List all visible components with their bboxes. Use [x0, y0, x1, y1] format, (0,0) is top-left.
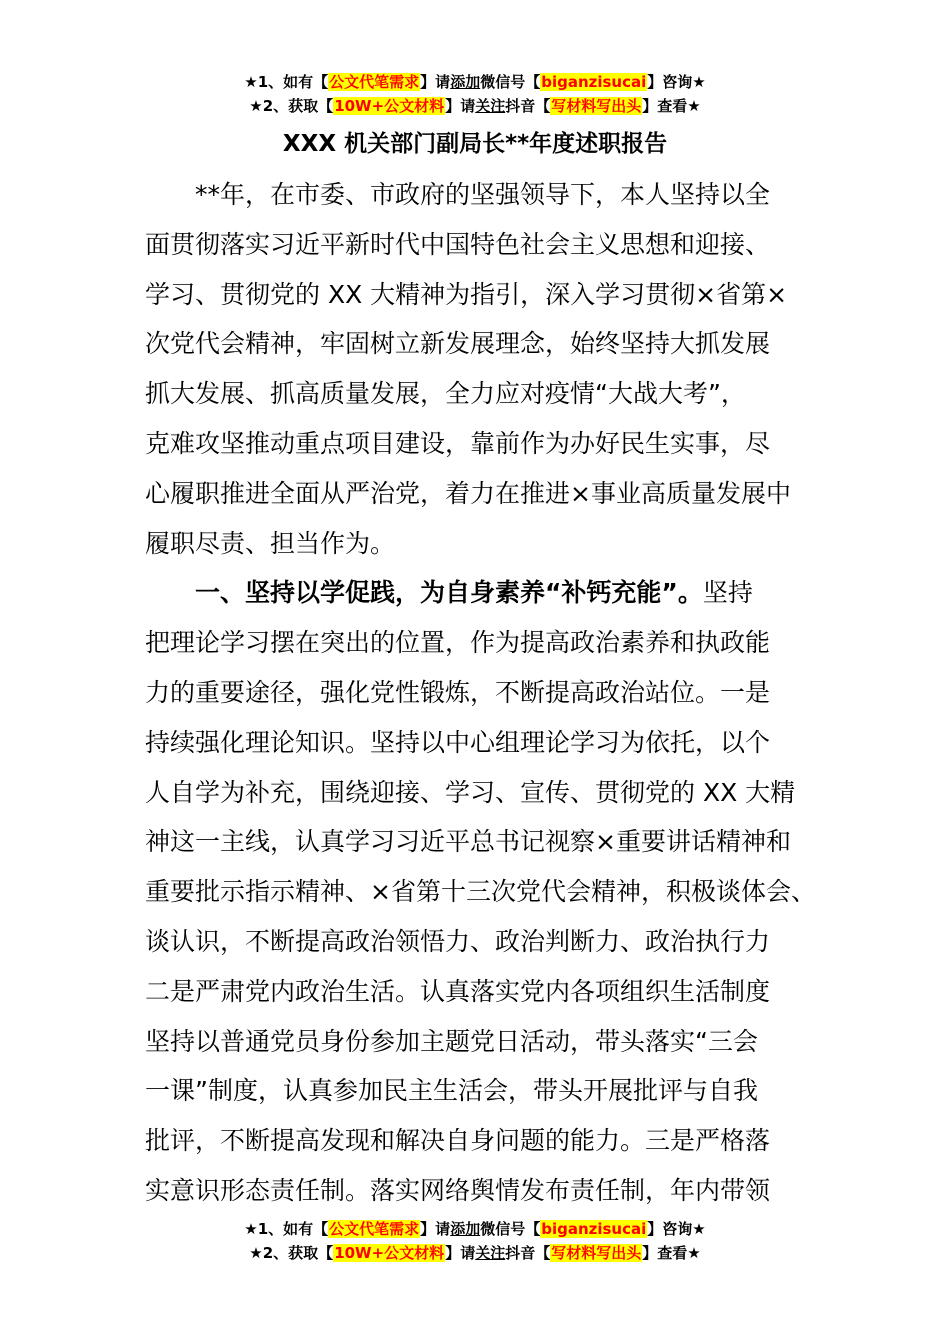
- paragraph-line: 克难攻坚推动重点项目建设，靠前作为办好民生实事，尽: [145, 428, 771, 458]
- paragraph-line: 一课”制度，认真参加民主生活会，带头开展批评与自我: [145, 1076, 758, 1106]
- promo-highlight: 写材料写出头: [551, 1244, 642, 1262]
- paragraph-line: 人自学为补充，围绕迎接、学习、宣传、贯彻党的 XX 大精: [145, 777, 796, 807]
- paragraph-line: 实意识形态责任制。落实网络舆情发布责任制，年内带领: [145, 1175, 771, 1205]
- paragraph-line: **年，在市委、市政府的坚强领导下，本人坚持以全: [195, 180, 771, 209]
- promo-highlight: 10W+公文材料: [334, 97, 445, 115]
- promo-banner-top: [0, 70, 950, 118]
- paragraph-line: 心履职推进全面从严治党，着力在推进×事业高质量发展中: [145, 478, 791, 508]
- paragraph-line: 神这一主线，认真学习习近平总书记视察×重要讲话精神和: [145, 827, 791, 857]
- paragraph-line: 重要批示指示精神、×省第十三次党代会精神，积极谈体会、: [145, 877, 816, 907]
- paragraph-line: 持续强化理论知识。坚持以中心组理论学习为依托，以个: [145, 727, 771, 757]
- paragraph-line: 面贯彻落实习近平新时代中国特色社会主义思想和迎接、: [145, 229, 771, 259]
- promo-line-1: ★1、如有【公文代笔需求】请添加微信号【biganzisucai】咨询★: [244, 1220, 706, 1238]
- paragraph-line: 抓大发展、抓高质量发展，全力应对疫情“大战大考”，: [145, 379, 746, 409]
- paragraph-line: 二是严肃党内政治生活。认真落实党内各项组织生活制度: [145, 976, 771, 1006]
- section-heading-line: 一、坚持以学促践，为自身素养“补钙充能”。坚持: [195, 578, 753, 608]
- promo-highlight: 公文代笔需求: [329, 1220, 420, 1238]
- promo-highlight: biganzisucai: [541, 73, 647, 91]
- section-heading: 一、坚持以学促践，为自身素养“补钙充能”。: [195, 578, 703, 608]
- paragraph-line: 次党代会精神，牢固树立新发展理念，始终坚持大抓发展: [145, 329, 771, 359]
- promo-line-2: ★2、获取【10W+公文材料】请关注抖音【写材料写出头】查看★: [249, 1244, 701, 1262]
- paragraph-line: 谈认识，不断提高政治领悟力、政治判断力、政治执行力: [145, 926, 771, 956]
- document-body: [145, 170, 820, 1216]
- paragraph-line: 坚持以普通党员身份参加主题党日活动，带头落实“三会: [145, 1026, 758, 1056]
- paragraph-line: 学习、贯彻党的 XX 大精神为指引，深入学习贯彻×省第×: [145, 279, 788, 309]
- promo-line-2: ★2、获取【10W+公文材料】请关注抖音【写材料写出头】查看★: [249, 97, 701, 115]
- promo-highlight: biganzisucai: [541, 1220, 647, 1238]
- paragraph-line: 批评，不断提高发现和解决自身问题的能力。三是严格落: [145, 1126, 771, 1156]
- paragraph-line: 把理论学习摆在突出的位置，作为提高政治素养和执政能: [145, 628, 771, 658]
- document-title: XXX 机关部门副局长**年度述职报告: [282, 131, 668, 157]
- promo-line-1: ★1、如有【公文代笔需求】请添加微信号【biganzisucai】咨询★: [244, 73, 706, 91]
- promo-highlight: 写材料写出头: [551, 97, 642, 115]
- paragraph-line: 履职尽责、担当作为。: [145, 528, 396, 558]
- promo-highlight: 10W+公文材料: [334, 1244, 445, 1262]
- promo-banner-bottom: [0, 1217, 950, 1265]
- promo-highlight: 公文代笔需求: [329, 73, 420, 91]
- paragraph-line: 力的重要途径，强化党性锻炼，不断提高政治站位。一是: [145, 677, 771, 707]
